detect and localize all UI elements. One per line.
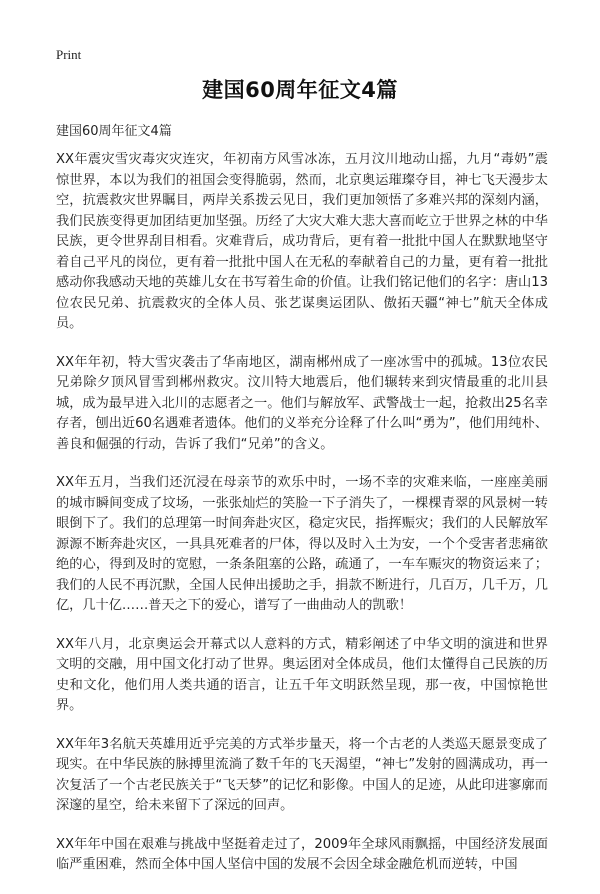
print-label: Print: [56, 47, 82, 62]
document-subtitle: 建国60周年征文4篇: [56, 124, 172, 139]
document-title: 建国60周年征文4篇: [202, 78, 398, 102]
paragraph-1: XX年震灾雪灾毒灾灾连灾，年初南方风雪冰冻，五月汶川地动山摇，九月“毒奶”震惊世界，本以为我们的祖国会变得脆弱，然而，北京奥运璀璨夺目，神七飞天漫步太空，抗震救灾世界瞩目，两岸关系拨云见日，我们更加领悟了多难兴邦的深刻内涵，我们民族变得更加团结更加坚强。历经了大灾大难大悲大喜而屹立于世界之林的中华民族，更令世界刮目相看。灾难背后，成功背后，更有着一批批中国人在默默地坚守着自己平凡的岗位，更有着一批批中国人在无私的奉献着自己的力量，更有着一批批感动你我感动天地的英雄儿女在书写着生命的价值。让我们铭记他们的名字：唐山13位农民兄弟、抗震救灾的全体人员、张艺谋奥运团队、傲拓天疆“神七”航天全体成员。: [56, 152, 548, 331]
paragraph-2: XX年年初，特大雪灾袭击了华南地区，湖南郴州成了一座冰雪中的孤城。13位农民兄弟除夕顶风冒雪到郴州救灾。汶川特大地震后，他们辗转来到灾情最重的北川县城，成为最早进入北川的志愿者之一。他们与解放军、武警战士一起，抢救出25名幸存者，刨出近60名遇难者遗体。他们的义举充分诠释了什么叫“勇为”，他们用纯朴、善良和倔强的行动，告诉了我们“兄弟”的含义。: [56, 354, 549, 452]
paragraph-4: XX年八月，北京奥运会开幕式以人意料的方式，精彩阐述了中华文明的演进和世界文明的交融，用中国文化打动了世界。奥运团对全体成员，他们太懂得自己民族的历史和文化，他们用人类共通的语言，让五千年文明跃然呈现，那一夜，中国惊艳世界。: [56, 636, 548, 713]
paragraph-5: XX年年3名航天英雄用近乎完美的方式举步量天，将一个古老的人类巡天愿景变成了现实。在中华民族的脉搏里流淌了数千年的飞天渴望，“神七”发射的圆满成功，再一次复活了一个古老民族关于“飞天梦”的记忆和影像。中国人的足迹，从此印进寥廓而深邃的星空，给未来留下了深远的回声。: [56, 736, 548, 813]
paragraph-6: XX年年中国在艰难与挑战中坚挺着走过了，2009年全球风雨飘摇，中国经济发展面临严重困难，然而全体中国人坚信中国的发展不会因全球金融危机而逆转，中国: [56, 836, 548, 872]
article-body: [56, 150, 548, 894]
paragraph-3: XX年五月，当我们还沉浸在母亲节的欢乐中时，一场不幸的灾难来临，一座座美丽的城市瞬间变成了坟场，一张张灿烂的笑脸一下子消失了，一棵棵青翠的风景树一转眼倒下了。我们的总理第一时间奔赴灾区，稳定灾民，指挥赈灾；我们的人民解放军源源不断奔赴灾区，一具具死难者的尸体，得以及时入土为安，一个个受害者悲痛欲绝的心，得到及时的宽慰，一条条阻塞的公路，疏通了，一车车赈灾的物资运来了；我们的人民不再沉默，全国人民伸出援助之手，捐款不断进行，几百万，几千万，几亿，几十亿……普天之下的爱心，谱写了一曲曲动人的凯歌！: [56, 475, 548, 613]
